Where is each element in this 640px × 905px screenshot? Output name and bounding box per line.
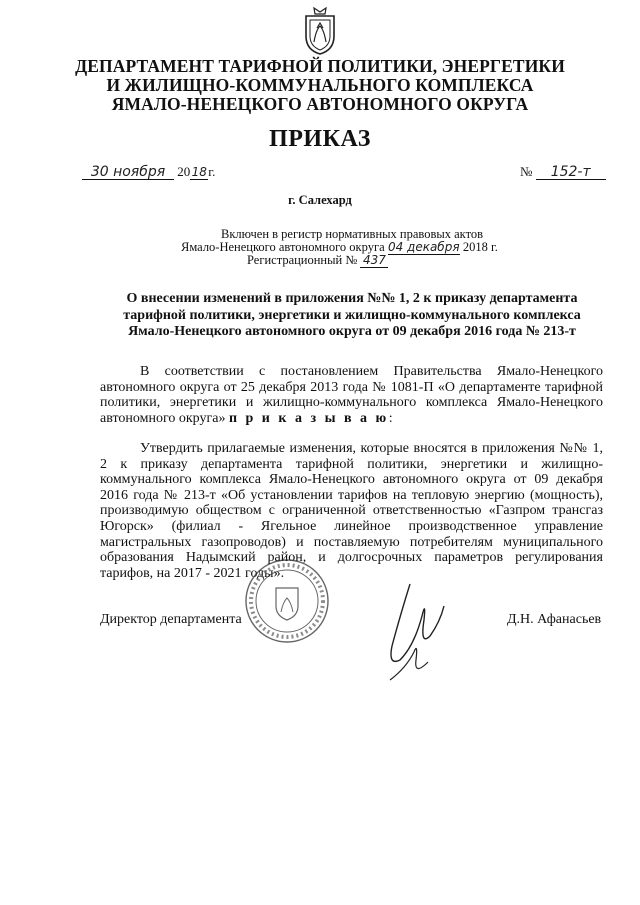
signatory-name: Д.Н. Афанасьев bbox=[507, 612, 602, 627]
registry-line-1: Включен в регистр нормативных правовых актов bbox=[221, 227, 484, 241]
registry-line-2-prefix: Ямало-Ненецкого автономного округа bbox=[181, 240, 385, 254]
order-date bbox=[82, 164, 215, 180]
handwritten-registry-date: 04 декабря bbox=[387, 240, 460, 254]
registry-line-2-suffix: 2018 г. bbox=[462, 240, 498, 254]
handwritten-signature-icon bbox=[370, 576, 470, 686]
registry-number-label: Регистрационный № bbox=[247, 253, 358, 267]
handwritten-number: 152-т bbox=[536, 165, 606, 180]
body-paragraph-1 bbox=[100, 364, 603, 426]
registry-line-3 bbox=[247, 253, 388, 268]
department-name-line-3: ЯМАЛО-НЕНЕЦКОГО АВТОНОМНОГО ОКРУГА bbox=[111, 94, 529, 114]
order-number bbox=[520, 164, 606, 180]
order-subject: О внесении изменений в приложения №№ 1, 2 к приказу департамента тарифной политики, энергетики и жилищно-коммунального комплекса Ямало-Ненецкого автономного округа от 09 декабря 2016 года № 213-т bbox=[123, 291, 581, 339]
order-verb: п р и к а з ы в а ю bbox=[228, 410, 389, 426]
number-label: № bbox=[520, 164, 533, 179]
document-title: ПРИКАЗ bbox=[269, 126, 371, 152]
city: г. Салехард bbox=[288, 193, 352, 207]
year-suffix: г. bbox=[208, 164, 216, 179]
paragraph-1-end: : bbox=[388, 410, 393, 426]
department-name-line-1: ДЕПАРТАМЕНТ ТАРИФНОЙ ПОЛИТИКИ, ЭНЕРГЕТИКИ bbox=[75, 56, 565, 76]
paragraph-2-text: Утвердить прилагаемые изменения, которые вносятся в приложения №№ 1, 2 к приказу департамента тарифной политики, энергетики и жилищно-коммунального комплекса Ямало-Ненецкого автономного округа от 09 декабря 2016 года № 213-т «Об установлении тарифов на тепловую энергию (мощность), производимую обществом с ограниченной ответственностью «Газпром трансгаз Югорск» (филиал - Ягельное линейное производственное управление магистральных газопроводов) и поставляемую потребителям муниципального образования Надымский район, и долгосрочных параметров регулирования тарифов, на 2017 - 2021 годы». bbox=[100, 441, 603, 581]
handwritten-registry-number: 437 bbox=[360, 253, 388, 268]
handwritten-year: 18 bbox=[191, 165, 207, 179]
year-prefix: 20 bbox=[177, 164, 191, 179]
department-name-line-2: И ЖИЛИЩНО-КОММУНАЛЬНОГО КОМПЛЕКСА bbox=[106, 75, 534, 95]
round-stamp-icon bbox=[244, 558, 330, 644]
coat-of-arms-icon bbox=[300, 6, 340, 56]
handwritten-date: 30 ноября bbox=[82, 165, 174, 180]
body-paragraph-2 bbox=[100, 441, 603, 581]
signatory-position: Директор департамента bbox=[100, 612, 242, 627]
paragraph-1-text: В соответствии с постановлением Правительства Ямало-Ненецкого автономного округа от 25 декабря 2013 года № 1081-П «О департаменте тарифной политики, энергетики и жилищно-коммунального комплекса Ямало-Ненецкого автономного округа» bbox=[100, 364, 603, 426]
